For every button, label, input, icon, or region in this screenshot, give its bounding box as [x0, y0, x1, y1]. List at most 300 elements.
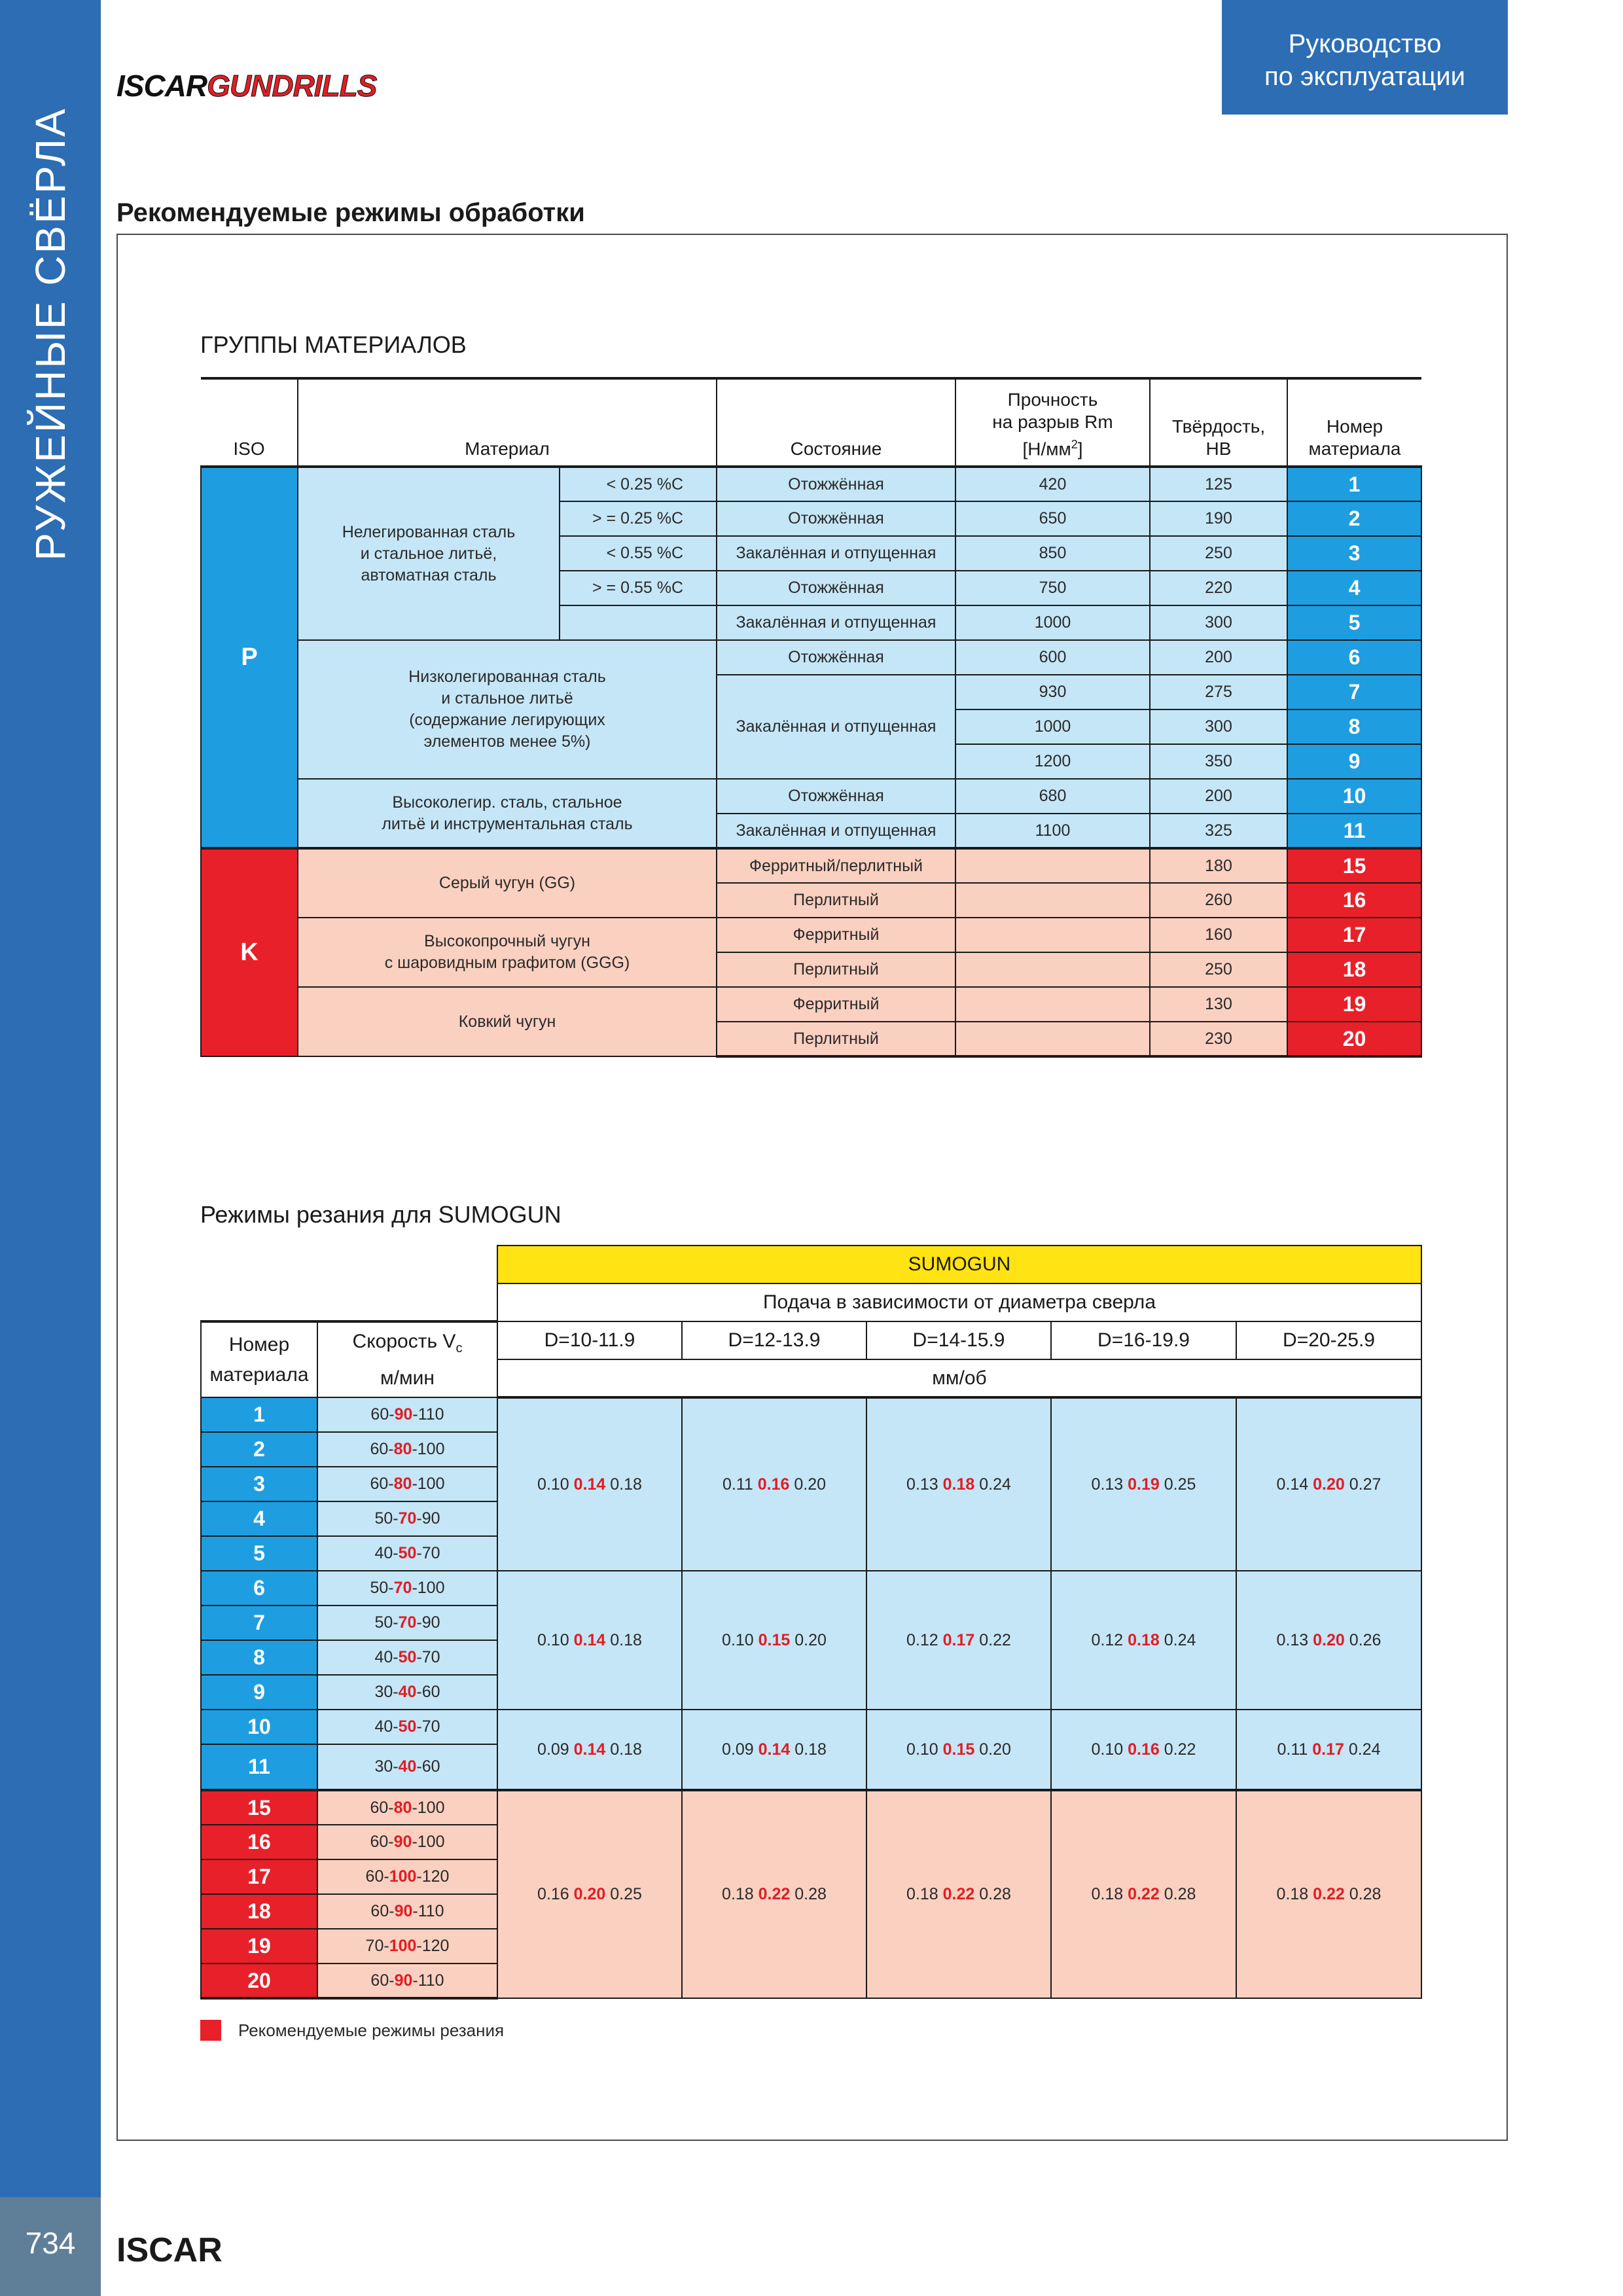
feed-min: 0.18 [1091, 1885, 1128, 1903]
cutting-speed [317, 1675, 497, 1710]
feed-max: 0.22 [974, 1630, 1011, 1649]
strength-cell: 750 [955, 571, 1150, 605]
hardness-cell: 200 [1150, 640, 1287, 675]
hardness-cell: 260 [1150, 883, 1287, 918]
speed-min: 60- [370, 1833, 394, 1851]
diameter-header: D=14-15.9 [866, 1321, 1051, 1359]
material-text-line: (содержание легирующих [409, 711, 605, 729]
material-text-line: автоматная сталь [361, 565, 497, 584]
condition-cell: Ферритный [717, 918, 955, 952]
header-number-line-2: материала [1308, 439, 1401, 459]
speed-min: 60- [370, 1971, 395, 1990]
table-row [201, 467, 1421, 501]
feed-max: 0.28 [790, 1885, 827, 1903]
speed-max: -70 [416, 1717, 440, 1736]
speed-max: -100 [412, 1798, 445, 1817]
feed-recommended: 0.14 [758, 1740, 791, 1759]
hardness-cell: 250 [1150, 536, 1287, 571]
condition-cell: Закалённая и отпущенная [717, 675, 955, 779]
header-number [1287, 378, 1421, 467]
feed-recommended: 0.16 [757, 1475, 790, 1494]
feed-range-cell [497, 1790, 682, 1998]
material-number: 10 [1287, 779, 1421, 814]
material-number: 9 [201, 1675, 317, 1710]
table-row [201, 987, 1421, 1022]
material-number: 19 [201, 1929, 317, 1964]
material-text-line: с шаровидным графитом (GGG) [384, 954, 630, 972]
cutting-speed [317, 1825, 497, 1859]
feed-recommended: 0.22 [758, 1885, 791, 1903]
carbon-note: > = 0.55 %C [560, 571, 717, 605]
carbon-note: < 0.55 %C [560, 536, 717, 571]
speed-recommended: 80 [393, 1440, 412, 1458]
strength-cell [955, 952, 1150, 987]
feed-range-cell [866, 1710, 1051, 1790]
blank-cell [317, 1283, 497, 1321]
iso-group-p: P [201, 467, 298, 848]
speed-recommended: 70 [393, 1579, 412, 1597]
feed-recommended: 0.22 [1128, 1885, 1160, 1903]
blank-cell [201, 1246, 317, 1283]
feed-min: 0.10 [537, 1630, 574, 1649]
header-strength-line-2: на разрыв Rm [992, 411, 1113, 432]
feed-title: Подача в зависимости от диаметра сверла [497, 1283, 1421, 1321]
material-number: 1 [201, 1397, 317, 1432]
condition-cell: Отожжённая [717, 501, 955, 536]
strength-cell [955, 848, 1150, 883]
condition-cell: Ферритный/перлитный [717, 848, 955, 883]
footer-brand: ISCAR [116, 2231, 223, 2269]
feed-range-cell [1051, 1571, 1236, 1710]
material-number: 11 [201, 1744, 317, 1790]
condition-cell: Отожжённая [717, 640, 955, 675]
materials-title: ГРУППЫ МАТЕРИАЛОВ [200, 331, 467, 358]
header-speed-sub: c [455, 1340, 463, 1355]
hardness-cell: 180 [1150, 848, 1287, 883]
hardness-cell: 125 [1150, 467, 1287, 501]
cutting-data-table [200, 1245, 1422, 2000]
feed-min: 0.10 [537, 1475, 574, 1494]
condition-cell: Отожжённая [717, 467, 955, 501]
feed-max: 0.20 [790, 1630, 827, 1649]
speed-recommended: 40 [398, 1683, 417, 1701]
feed-max: 0.26 [1344, 1630, 1382, 1649]
feed-max: 0.18 [605, 1475, 642, 1494]
feed-min: 0.18 [722, 1885, 758, 1903]
material-malleable-iron: Ковкий чугун [298, 987, 717, 1056]
speed-min: 60- [370, 1405, 395, 1424]
hardness-cell: 220 [1150, 571, 1287, 605]
speed-recommended: 90 [394, 1902, 413, 1920]
strength-cell: 420 [955, 467, 1150, 501]
speed-recommended: 90 [394, 1405, 413, 1424]
material-text-line: Высокопрочный чугун [424, 932, 590, 950]
material-number: 7 [1287, 675, 1421, 709]
table-row [201, 918, 1421, 952]
speed-recommended: 50 [398, 1544, 417, 1562]
feed-max: 0.24 [974, 1475, 1011, 1494]
speed-max: -120 [416, 1867, 450, 1886]
sumogun-header: SUMOGUN [497, 1246, 1421, 1283]
speed-min: 60- [365, 1867, 389, 1886]
speed-min: 60- [370, 1440, 394, 1458]
feed-min: 0.10 [722, 1630, 758, 1649]
feed-range-cell [1051, 1710, 1236, 1790]
condition-cell: Перлитный [717, 883, 955, 918]
table-row [201, 640, 1421, 675]
speed-min: 70- [365, 1937, 389, 1955]
hardness-cell: 325 [1150, 814, 1287, 848]
carbon-note: > = 0.25 %C [560, 501, 717, 536]
feed-min: 0.11 [1277, 1740, 1313, 1759]
speed-recommended: 80 [393, 1798, 412, 1817]
strength-cell: 930 [955, 675, 1150, 709]
page-number: 734 [25, 2226, 76, 2260]
strength-cell: 1100 [955, 814, 1150, 848]
strength-cell [955, 918, 1150, 952]
header-strength-line-3 [956, 433, 1149, 460]
cutting-speed [317, 1467, 497, 1501]
header-hardness [1150, 378, 1287, 467]
hardness-cell: 250 [1150, 952, 1287, 987]
speed-recommended: 70 [398, 1509, 417, 1528]
header-speed-line-2: м/мин [380, 1367, 435, 1389]
blank-cell [317, 1246, 497, 1283]
condition-cell: Отожжённая [717, 571, 955, 605]
legend-text: Рекомендуемые режимы резания [238, 2020, 505, 2040]
material-number: 17 [1287, 918, 1421, 952]
feed-min: 0.10 [906, 1740, 943, 1759]
sidebar-title: РУЖЕЙНЫЕ СВЁРЛА [27, 107, 74, 561]
speed-min: 60- [370, 1475, 394, 1493]
header-speed-line-1 [318, 1327, 497, 1363]
speed-max: -100 [412, 1579, 445, 1597]
speed-recommended: 90 [393, 1833, 412, 1851]
condition-cell: Закалённая и отпущенная [717, 536, 955, 571]
feed-unit: мм/об [497, 1359, 1421, 1397]
feed-recommended: 0.20 [1313, 1475, 1345, 1494]
logo-part-2: GUNDRILLS [207, 69, 377, 103]
speed-recommended: 40 [398, 1757, 417, 1776]
table-row [201, 848, 1421, 883]
speed-min: 60- [370, 1798, 394, 1817]
material-low-alloy-steel [298, 640, 717, 779]
material-number: 6 [1287, 640, 1421, 675]
feed-range-cell [1051, 1790, 1236, 1998]
header-condition: Состояние [717, 378, 955, 467]
feed-range-cell [682, 1571, 866, 1710]
carbon-note: < 0.25 %C [560, 467, 717, 501]
feed-recommended: 0.15 [942, 1740, 975, 1759]
manual-line-1: Руководство [1288, 29, 1442, 58]
feed-max: 0.18 [605, 1630, 642, 1649]
speed-recommended: 50 [398, 1648, 417, 1666]
feed-min: 0.09 [537, 1740, 574, 1759]
hardness-cell: 200 [1150, 779, 1287, 814]
header-strength-line-1: Прочность [1007, 389, 1098, 410]
feed-recommended: 0.22 [942, 1885, 975, 1903]
material-number: 5 [201, 1536, 317, 1571]
table-row [201, 1397, 1421, 1432]
feed-max: 0.18 [605, 1740, 642, 1759]
header-hardness-line-2: НВ [1205, 439, 1232, 459]
cutting-speed [317, 1640, 497, 1675]
header-strength-sup: 2 [1071, 437, 1078, 451]
speed-recommended: 100 [389, 1867, 417, 1886]
feed-range-cell [1236, 1571, 1421, 1710]
hardness-cell: 300 [1150, 709, 1287, 744]
hardness-cell: 190 [1150, 501, 1287, 536]
condition-cell: Закалённая и отпущенная [717, 605, 955, 640]
table-row [201, 1790, 1421, 1825]
material-number: 16 [1287, 883, 1421, 918]
feed-max: 0.25 [605, 1885, 642, 1903]
cutting-speed [317, 1536, 497, 1571]
cutting-speed [317, 1790, 497, 1825]
iscar-gundrills-logo [116, 68, 376, 103]
speed-min: 50- [374, 1613, 399, 1632]
section-title: Рекомендуемые режимы обработки [116, 198, 585, 227]
feed-min: 0.13 [906, 1475, 943, 1494]
speed-max: -90 [416, 1509, 440, 1528]
speed-max: -60 [416, 1757, 440, 1776]
header-strength-unit: [Н/мм [1022, 439, 1071, 459]
logo-part-1: ISCAR [116, 69, 207, 103]
cutting-speed [317, 1744, 497, 1790]
condition-cell: Закалённая и отпущенная [717, 814, 955, 848]
speed-min: 40- [374, 1717, 399, 1736]
condition-cell: Ферритный [717, 987, 955, 1022]
sumogun-row [201, 1246, 1421, 1283]
material-text-line: литьё и инструментальная сталь [382, 814, 633, 833]
material-number: 10 [201, 1710, 317, 1744]
material-text-line: Нелегированная сталь [342, 522, 516, 541]
feed-title-row [201, 1283, 1421, 1321]
feed-range-cell [1236, 1397, 1421, 1571]
speed-recommended: 70 [398, 1613, 417, 1632]
iso-group-k: K [201, 848, 298, 1056]
header-number-line-1: Номер [228, 1333, 290, 1355]
table-row [201, 779, 1421, 814]
speed-recommended: 80 [393, 1475, 412, 1493]
material-number: 3 [201, 1467, 317, 1501]
speed-max: -60 [416, 1683, 440, 1701]
material-number: 16 [201, 1825, 317, 1859]
feed-min: 0.14 [1276, 1475, 1313, 1494]
feed-range-cell [866, 1571, 1051, 1710]
feed-range-cell [497, 1571, 682, 1710]
feed-max: 0.28 [974, 1885, 1011, 1903]
strength-cell [955, 883, 1150, 918]
feed-recommended: 0.15 [758, 1630, 791, 1649]
speed-max: -100 [412, 1440, 445, 1458]
header-strength-bracket: ] [1077, 439, 1083, 459]
feed-recommended: 0.14 [573, 1630, 606, 1649]
material-number: 18 [201, 1894, 317, 1929]
strength-cell: 680 [955, 779, 1150, 814]
table-row [201, 1571, 1421, 1605]
hardness-cell: 130 [1150, 987, 1287, 1022]
feed-max: 0.18 [790, 1740, 827, 1759]
header-number-line-1: Номер [1326, 416, 1383, 437]
speed-recommended: 50 [398, 1717, 417, 1736]
diameter-header: D=20-25.9 [1236, 1321, 1421, 1359]
feed-min: 0.13 [1276, 1630, 1313, 1649]
feed-max: 0.22 [1159, 1740, 1196, 1759]
material-number: 11 [1287, 814, 1421, 848]
material-number: 9 [1287, 744, 1421, 779]
speed-min: 30- [374, 1757, 399, 1776]
material-text-line: элементов менее 5%) [423, 732, 591, 751]
material-ductile-iron [298, 918, 717, 987]
header-speed-label: Скорость V [352, 1330, 456, 1352]
speed-max: -100 [412, 1833, 445, 1851]
header-cutting-speed [317, 1321, 497, 1397]
condition-cell: Перлитный [717, 952, 955, 987]
condition-cell: Перлитный [717, 1022, 955, 1056]
materials-header-row [201, 378, 1421, 467]
header-strength [955, 378, 1150, 467]
strength-cell: 650 [955, 501, 1150, 536]
feed-min: 0.13 [1091, 1475, 1128, 1494]
speed-max: -110 [412, 1902, 444, 1920]
material-number: 2 [201, 1432, 317, 1467]
legend-swatch [200, 2020, 221, 2041]
strength-cell: 850 [955, 536, 1150, 571]
feed-max: 0.27 [1344, 1475, 1382, 1494]
speed-min: 30- [374, 1683, 399, 1701]
material-number: 20 [1287, 1022, 1421, 1056]
feed-recommended: 0.18 [942, 1475, 975, 1494]
materials-table [200, 377, 1422, 1058]
diameter-row [201, 1321, 1421, 1359]
header-material-number [201, 1321, 317, 1397]
feed-recommended: 0.19 [1128, 1475, 1160, 1494]
feed-recommended: 0.20 [1313, 1630, 1345, 1649]
feed-recommended: 0.16 [1128, 1740, 1160, 1759]
cutting-speed [317, 1397, 497, 1432]
strength-cell: 1000 [955, 605, 1150, 640]
cutting-speed [317, 1571, 497, 1605]
feed-max: 0.20 [789, 1475, 827, 1494]
feed-max: 0.25 [1159, 1475, 1196, 1494]
cutting-speed [317, 1432, 497, 1467]
speed-recommended: 100 [389, 1937, 417, 1955]
strength-cell: 1000 [955, 709, 1150, 744]
feed-range-cell [1051, 1397, 1236, 1571]
hardness-cell: 230 [1150, 1022, 1287, 1056]
cutting-speed [317, 1964, 497, 1998]
diameter-header: D=16-19.9 [1051, 1321, 1236, 1359]
speed-min: 40- [374, 1648, 399, 1666]
feed-min: 0.16 [537, 1885, 574, 1903]
legend [200, 2020, 504, 2041]
material-text-line: Низколегированная сталь [408, 668, 606, 686]
header-number-line-2: материала [209, 1363, 309, 1386]
header-material: Материал [298, 378, 717, 467]
feed-min: 0.18 [1276, 1885, 1313, 1903]
material-number: 15 [201, 1790, 317, 1825]
hardness-cell: 275 [1150, 675, 1287, 709]
feed-min: 0.09 [722, 1740, 758, 1759]
feed-recommended: 0.17 [942, 1630, 975, 1649]
manual-line-2: по эксплуатации [1264, 62, 1465, 91]
material-number: 20 [201, 1964, 317, 1998]
material-text-line: и стальное литьё, [360, 544, 497, 563]
speed-max: -70 [416, 1648, 440, 1666]
hardness-cell: 300 [1150, 605, 1287, 640]
header-hardness-line-1: Твёрдость, [1171, 416, 1266, 437]
blank-cell [201, 1283, 317, 1321]
material-number: 2 [1287, 501, 1421, 536]
feed-max: 0.28 [1159, 1885, 1196, 1903]
cutting-speed [317, 1605, 497, 1640]
feed-range-cell [682, 1790, 866, 1998]
feed-min: 0.10 [1091, 1740, 1128, 1759]
carbon-note [560, 605, 717, 640]
material-number: 6 [201, 1571, 317, 1605]
material-text-line: Высоколегир. сталь, стальное [392, 793, 622, 812]
speed-min: 50- [370, 1579, 394, 1597]
feed-min: 0.12 [1091, 1630, 1128, 1649]
header-iso: ISO [201, 378, 298, 467]
speed-max: -110 [412, 1405, 444, 1424]
feed-min: 0.18 [906, 1885, 943, 1903]
cutting-speed [317, 1894, 497, 1929]
speed-min: 60- [370, 1902, 395, 1920]
material-number: 19 [1287, 987, 1421, 1022]
strength-cell [955, 987, 1150, 1022]
material-number: 18 [1287, 952, 1421, 987]
material-gray-iron: Серый чугун (GG) [298, 848, 717, 918]
material-number: 8 [1287, 709, 1421, 744]
feed-max: 0.24 [1344, 1740, 1381, 1759]
material-number: 15 [1287, 848, 1421, 883]
feed-range-cell [497, 1710, 682, 1790]
cutting-speed [317, 1929, 497, 1964]
feed-max: 0.20 [974, 1740, 1011, 1759]
manual-badge [1222, 0, 1508, 115]
material-high-alloy-steel [298, 779, 717, 848]
feed-recommended: 0.17 [1312, 1740, 1344, 1759]
feed-recommended: 0.20 [573, 1885, 606, 1903]
material-number: 5 [1287, 605, 1421, 640]
material-number: 7 [201, 1605, 317, 1640]
hardness-cell: 350 [1150, 744, 1287, 779]
speed-max: -110 [412, 1971, 444, 1990]
feed-range-cell [866, 1397, 1051, 1571]
speed-max: -90 [416, 1613, 440, 1632]
feed-range-cell [866, 1790, 1051, 1998]
speed-min: 50- [374, 1509, 399, 1528]
diameter-header: D=12-13.9 [682, 1321, 866, 1359]
feed-max: 0.28 [1344, 1885, 1382, 1903]
material-number: 1 [1287, 467, 1421, 501]
diameter-header: D=10-11.9 [497, 1321, 682, 1359]
strength-cell: 600 [955, 640, 1150, 675]
cutting-speed [317, 1501, 497, 1536]
feed-min: 0.12 [906, 1630, 943, 1649]
table-row [201, 1710, 1421, 1744]
speed-max: -120 [416, 1937, 450, 1955]
feed-range-cell [682, 1710, 866, 1790]
strength-cell: 1200 [955, 744, 1150, 779]
cutting-speed [317, 1710, 497, 1744]
speed-recommended: 90 [394, 1971, 413, 1990]
speed-min: 40- [374, 1544, 399, 1562]
speed-max: -100 [412, 1475, 445, 1493]
feed-recommended: 0.22 [1313, 1885, 1345, 1903]
